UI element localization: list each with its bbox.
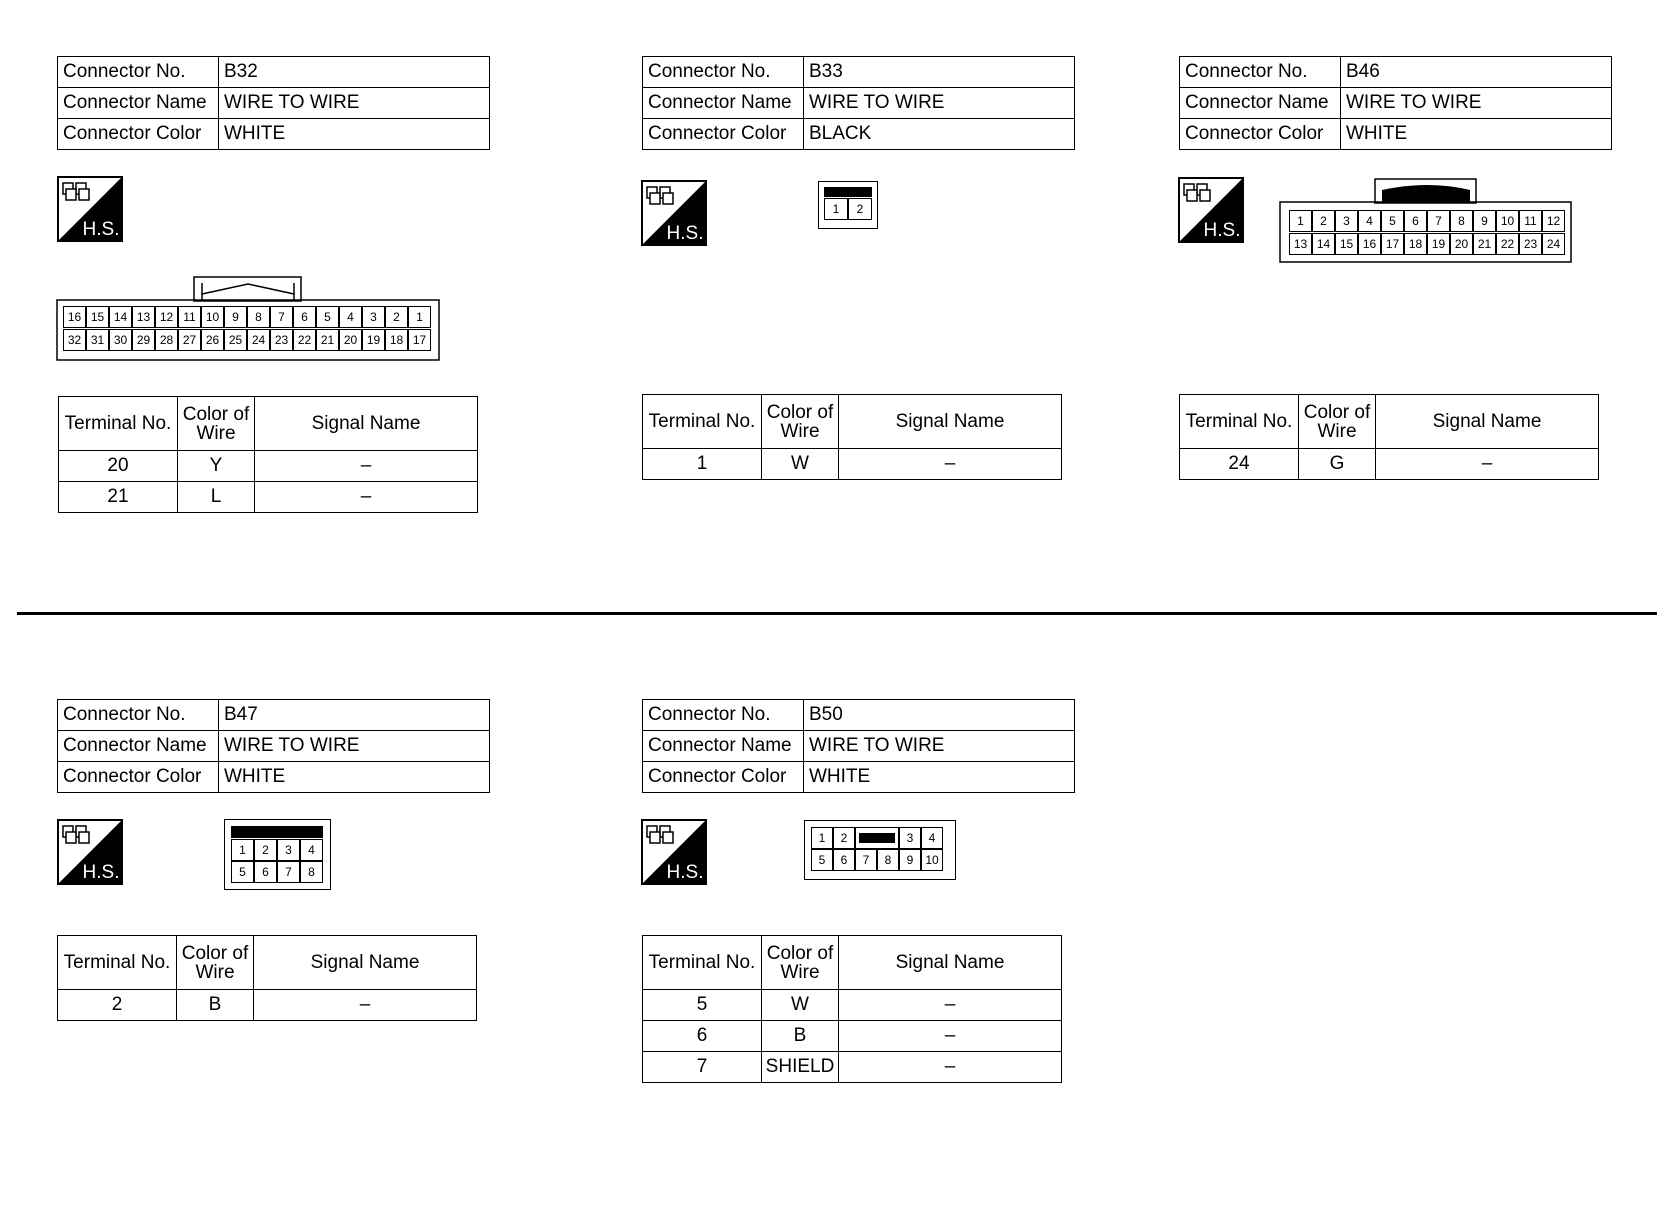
pin: 2: [385, 306, 408, 328]
connector-b33-info: [642, 56, 1075, 150]
terminal-table-b50: [642, 935, 1062, 1083]
pin: 22: [293, 329, 316, 351]
connector-color-label: Connector Color: [1180, 119, 1341, 150]
pin: 23: [1519, 233, 1542, 255]
section-divider: [17, 612, 1657, 615]
connector-b33-face: [818, 181, 878, 229]
terminal-cell: 24: [1180, 449, 1299, 480]
connector-color-value: BLACK: [804, 119, 1075, 150]
pin: 9: [899, 849, 921, 871]
connector-no-value: B46: [1341, 57, 1612, 88]
pin: 9: [1473, 210, 1496, 232]
pin: 5: [811, 849, 833, 871]
connector-info-table: [57, 56, 490, 150]
table-row: [59, 482, 478, 513]
connector-name-value: WIRE TO WIRE: [219, 731, 490, 762]
connector-b32-pin-grid: [63, 305, 430, 352]
table-row: [643, 990, 1062, 1021]
table-row: [643, 1052, 1062, 1083]
pin: 13: [132, 306, 155, 328]
hs-label: H.S.: [666, 223, 704, 244]
signal-cell: –: [1376, 449, 1599, 480]
connector-no-value: B32: [219, 57, 490, 88]
table-row: [643, 1021, 1062, 1052]
lock-tab: [824, 187, 872, 197]
lock-tab: [231, 826, 323, 838]
wire-color-cell: B: [177, 990, 254, 1021]
connector-no-value: B33: [804, 57, 1075, 88]
pin: 24: [1542, 233, 1565, 255]
pin: 31: [86, 329, 109, 351]
terminal-no-header: Terminal No.: [58, 936, 177, 990]
connector-no-label: Connector No.: [58, 700, 219, 731]
connector-name-value: WIRE TO WIRE: [219, 88, 490, 119]
pin: 18: [385, 329, 408, 351]
connector-no-label: Connector No.: [1180, 57, 1341, 88]
connector-name-label: Connector Name: [643, 731, 804, 762]
pin: 9: [224, 306, 247, 328]
pin: 10: [201, 306, 224, 328]
pin: 28: [155, 329, 178, 351]
terminal-cell: 2: [58, 990, 177, 1021]
pin: 16: [63, 306, 86, 328]
pin: 4: [300, 839, 323, 861]
pin: 2: [254, 839, 277, 861]
connector-no-label: Connector No.: [58, 57, 219, 88]
harness-side-icon: [57, 819, 123, 885]
pin: 5: [316, 306, 339, 328]
connector-color-value: WHITE: [219, 762, 490, 793]
pin: 24: [247, 329, 270, 351]
pin: 14: [109, 306, 132, 328]
pin: 7: [270, 306, 293, 328]
terminal-cell: 5: [643, 990, 762, 1021]
signal-cell: –: [839, 1021, 1062, 1052]
wire-color-cell: SHIELD: [762, 1052, 839, 1083]
signal-cell: –: [254, 990, 477, 1021]
harness-side-icon: [1178, 177, 1244, 243]
pin: 1: [231, 839, 254, 861]
table-row: [58, 990, 477, 1021]
pin: 5: [1381, 210, 1404, 232]
hs-label: H.S.: [82, 219, 120, 240]
pin: 1: [811, 827, 833, 849]
terminal-table-b47: [57, 935, 477, 1021]
pin: 8: [300, 861, 323, 883]
signal-name-header: Signal Name: [255, 397, 478, 451]
wire-color-cell: G: [1299, 449, 1376, 480]
pin: 19: [362, 329, 385, 351]
pin: 6: [1404, 210, 1427, 232]
connector-no-value: B47: [219, 700, 490, 731]
key-slot: [855, 827, 899, 849]
pin: 1: [1289, 210, 1312, 232]
pin: 32: [63, 329, 86, 351]
pin: 2: [833, 827, 855, 849]
connector-b32-info: [57, 56, 490, 150]
pin: 1: [824, 198, 848, 220]
pin: 11: [178, 306, 201, 328]
connector-color-label: Connector Color: [643, 119, 804, 150]
terminal-cell: 6: [643, 1021, 762, 1052]
pin: 8: [877, 849, 899, 871]
connector-info-table: [642, 56, 1075, 150]
connector-info-table: [642, 699, 1075, 793]
pin: 7: [277, 861, 300, 883]
pin: 11: [1519, 210, 1542, 232]
pin: 5: [231, 861, 254, 883]
pin: 15: [86, 306, 109, 328]
color-of-wire-header: Color of Wire: [762, 395, 839, 449]
terminal-no-header: Terminal No.: [1180, 395, 1299, 449]
connector-b46-info: [1179, 56, 1612, 150]
signal-name-header: Signal Name: [839, 395, 1062, 449]
color-of-wire-header: Color of Wire: [762, 936, 839, 990]
harness-side-icon: [641, 180, 707, 246]
signal-cell: –: [255, 482, 478, 513]
pin: 8: [247, 306, 270, 328]
pin: 21: [316, 329, 339, 351]
connector-no-value: B50: [804, 700, 1075, 731]
pin: 7: [1427, 210, 1450, 232]
pin: 6: [833, 849, 855, 871]
pin: 26: [201, 329, 224, 351]
pin: 21: [1473, 233, 1496, 255]
connector-name-label: Connector Name: [1180, 88, 1341, 119]
harness-side-icon: [641, 819, 707, 885]
pin: 4: [921, 827, 943, 849]
connector-color-value: WHITE: [1341, 119, 1612, 150]
connector-no-label: Connector No.: [643, 57, 804, 88]
connector-b50-face: [804, 820, 956, 880]
connector-name-value: WIRE TO WIRE: [804, 88, 1075, 119]
pin: 3: [277, 839, 300, 861]
wire-color-cell: W: [762, 990, 839, 1021]
terminal-table-b33: [642, 394, 1062, 480]
signal-name-header: Signal Name: [1376, 395, 1599, 449]
pin: 30: [109, 329, 132, 351]
connector-name-label: Connector Name: [58, 88, 219, 119]
pin: 2: [848, 198, 872, 220]
connector-b47-info: [57, 699, 490, 793]
terminal-no-header: Terminal No.: [643, 936, 762, 990]
terminal-cell: 21: [59, 482, 178, 513]
signal-cell: –: [255, 451, 478, 482]
wire-color-cell: L: [178, 482, 255, 513]
pin: 25: [224, 329, 247, 351]
color-of-wire-header: Color of Wire: [177, 936, 254, 990]
signal-name-header: Signal Name: [254, 936, 477, 990]
connector-info-table: [1179, 56, 1612, 150]
terminal-table-b32: [58, 396, 478, 513]
pin: 27: [178, 329, 201, 351]
terminal-table-b46: [1179, 394, 1599, 480]
connector-color-label: Connector Color: [58, 119, 219, 150]
color-of-wire-header: Color of Wire: [178, 397, 255, 451]
table-row: [59, 451, 478, 482]
pin: 22: [1496, 233, 1519, 255]
pin: 4: [1358, 210, 1381, 232]
pin: 2: [1312, 210, 1335, 232]
color-of-wire-header: Color of Wire: [1299, 395, 1376, 449]
pin: 14: [1312, 233, 1335, 255]
connector-name-value: WIRE TO WIRE: [804, 731, 1075, 762]
connector-b46-pin-grid: [1289, 210, 1565, 256]
pin: 6: [254, 861, 277, 883]
pin: 16: [1358, 233, 1381, 255]
wire-color-cell: B: [762, 1021, 839, 1052]
pin: 15: [1335, 233, 1358, 255]
hs-label: H.S.: [666, 862, 704, 883]
pin: 17: [1381, 233, 1404, 255]
pin: 8: [1450, 210, 1473, 232]
connector-color-label: Connector Color: [643, 762, 804, 793]
terminal-cell: 7: [643, 1052, 762, 1083]
pin: 29: [132, 329, 155, 351]
connector-b50-info: [642, 699, 1075, 793]
connector-name-label: Connector Name: [643, 88, 804, 119]
wire-color-cell: W: [762, 449, 839, 480]
signal-cell: –: [839, 1052, 1062, 1083]
terminal-no-header: Terminal No.: [643, 395, 762, 449]
terminal-no-header: Terminal No.: [59, 397, 178, 451]
connector-b47-face: [224, 819, 331, 890]
signal-cell: –: [839, 449, 1062, 480]
table-row: [1180, 449, 1599, 480]
pin: 20: [339, 329, 362, 351]
pin: 18: [1404, 233, 1427, 255]
hs-label: H.S.: [82, 862, 120, 883]
connector-color-value: WHITE: [804, 762, 1075, 793]
pin: 7: [855, 849, 877, 871]
pin: 4: [339, 306, 362, 328]
pin: 12: [155, 306, 178, 328]
connector-info-table: [57, 699, 490, 793]
signal-name-header: Signal Name: [839, 936, 1062, 990]
table-row: [643, 449, 1062, 480]
hs-label: H.S.: [1203, 220, 1241, 241]
terminal-cell: 20: [59, 451, 178, 482]
connector-color-label: Connector Color: [58, 762, 219, 793]
connector-name-value: WIRE TO WIRE: [1341, 88, 1612, 119]
harness-side-icon: [57, 176, 123, 242]
connector-color-value: WHITE: [219, 119, 490, 150]
wire-color-cell: Y: [178, 451, 255, 482]
pin: 6: [293, 306, 316, 328]
terminal-cell: 1: [643, 449, 762, 480]
pin: 23: [270, 329, 293, 351]
pin: 20: [1450, 233, 1473, 255]
pin: 13: [1289, 233, 1312, 255]
pin: 1: [408, 306, 431, 328]
pin: 12: [1542, 210, 1565, 232]
connector-name-label: Connector Name: [58, 731, 219, 762]
pin: 17: [408, 329, 431, 351]
pin: 3: [362, 306, 385, 328]
pin: 10: [1496, 210, 1519, 232]
connector-no-label: Connector No.: [643, 700, 804, 731]
pin: 3: [1335, 210, 1358, 232]
pin: 3: [899, 827, 921, 849]
pin: 10: [921, 849, 943, 871]
pin: 19: [1427, 233, 1450, 255]
signal-cell: –: [839, 990, 1062, 1021]
